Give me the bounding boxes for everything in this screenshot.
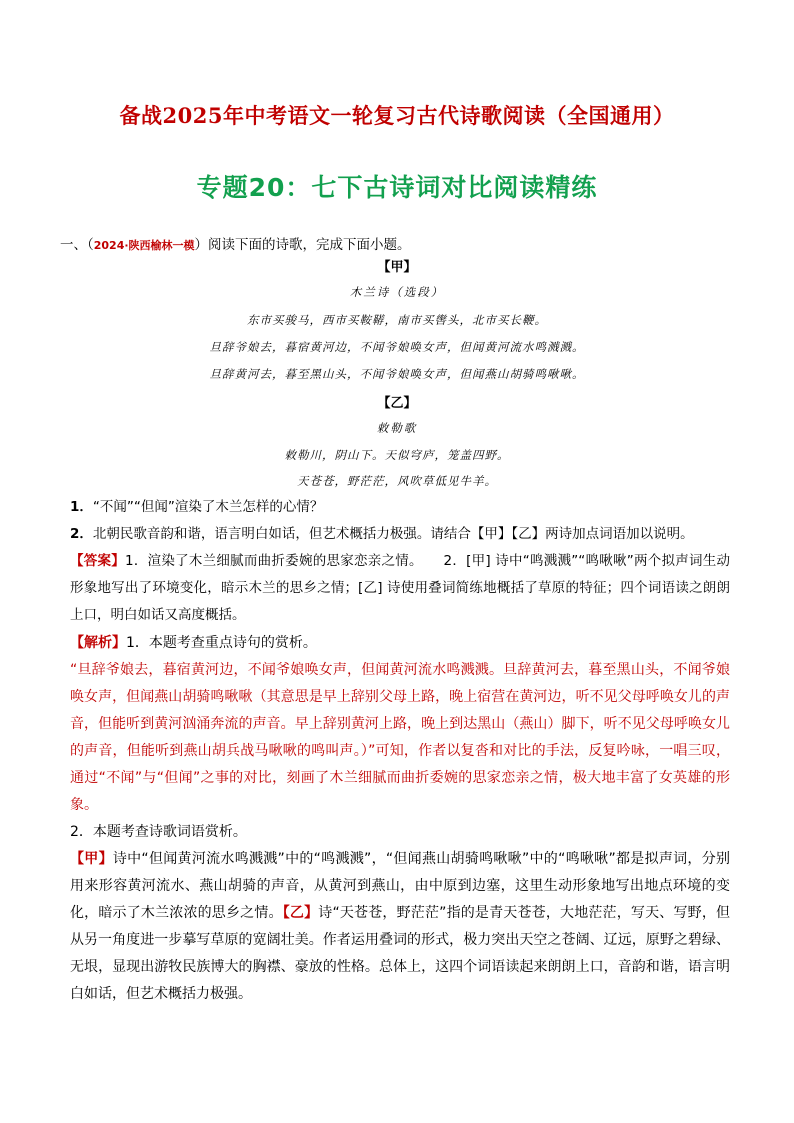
question-1-number: 1． bbox=[70, 499, 93, 515]
answer-text: 1．渲染了木兰细腻而曲折委婉的思家恋亲之情。 2．[甲] 诗中“鸣溅溅”“鸣啾啾”两个拟声词生动形象地写出了环境变化，暗示木兰的思乡之情；[乙] 诗使用叠词简练地概括了草原的特征；四个词语读之朗朗上口，明白如话又高度概括。 bbox=[70, 553, 731, 623]
question-suffix: ）阅读下面的诗歌，完成下面小题。 bbox=[194, 237, 411, 253]
poem-jia-label: 【甲】 bbox=[377, 260, 417, 275]
poem-jia-line: 旦辞黄河去，暮至黑山头，不闻爷娘唤女声，但闻燕山胡骑鸣啾啾。 bbox=[209, 367, 585, 381]
analysis-p2-head: 2．本题考查诗歌词语赏析。 bbox=[70, 824, 247, 840]
question-1-text: “不闻”“但闻”渲染了木兰怎样的心情？ bbox=[92, 499, 324, 515]
analysis-p2-body bbox=[70, 846, 730, 1008]
question-prefix: 一、（ bbox=[60, 237, 94, 253]
question-2-text: 北朝民歌音韵和谐，语言明白如话，但艺术概括力极强。请结合【甲】【乙】两诗加点词语加以说明。 bbox=[92, 526, 694, 542]
sub-title: 专题20：七下古诗词对比阅读精练 bbox=[196, 173, 598, 202]
analysis-p1-body: “旦辞爷娘去，暮宿黄河边，不闻爷娘唤女声，但闻黄河流水鸣溅溅。旦辞黄河去，暮至黑山头，不闻爷娘唤女声，但闻燕山胡骑鸣啾啾（其意思是早上辞别父母上路，晚上宿营在黄河边，听不见父母呼唤女儿的声音，但能听到黄河汹涌奔流的声音。早上辞别黄河上路，晚上到达黑山（燕山）脚下，听不见父母呼唤女儿的声音，但能听到燕山胡兵战马啾啾的鸣叫声。）”可知，作者以复沓和对比的手法，反复吟咏，一唱三叹，通过“不闻”与“但闻”之事的对比，刻画了木兰细腻而曲折委婉的思家恋亲之情，极大地丰富了女英雄的形象。 bbox=[70, 662, 730, 813]
analysis-head-1 bbox=[70, 630, 730, 657]
analysis-p2-tag1: 【甲】 bbox=[70, 851, 113, 867]
answer-block bbox=[70, 548, 730, 629]
analysis-p2-tag2: 【乙】 bbox=[282, 905, 319, 921]
main-title: 备战2025年中考语文一轮复习古代诗歌阅读（全国通用） bbox=[119, 103, 675, 128]
analysis-block bbox=[70, 630, 730, 1008]
poem-jia-line: 旦辞爷娘去，暮宿黄河边，不闻爷娘唤女声，但闻黄河流水鸣溅溅。 bbox=[209, 340, 585, 354]
poem-jia-title: 木兰诗（选段） bbox=[349, 285, 445, 299]
poem-jia-line: 东市买骏马，西市买鞍鞯，南市买辔头，北市买长鞭。 bbox=[247, 313, 547, 327]
analysis-p2-part1: 诗中“但闻黄河流水鸣溅溅”中的“鸣溅溅”，“但闻燕山胡骑鸣啾啾”中的“鸣啾啾”都是拟声词，分别用来形容黄河流水、燕山胡骑的声音，从黄河到燕山，由中原到边塞，这里生动形象地写出地点环境的变化，暗示了木兰浓浓的思乡之情。 bbox=[70, 851, 730, 921]
analysis-p1-head: 1．本题考查重点诗句的赏析。 bbox=[126, 635, 317, 651]
question-2 bbox=[70, 521, 730, 548]
question-source: 2024·陕西榆林一模 bbox=[93, 239, 195, 252]
analysis-p2-part2: 诗“天苍苍，野茫茫”指的是青天苍苍，大地茫茫，写天、写野，但从另一角度进一步摹写草原的宽阔壮美。作者运用叠词的形式，极力突出天空之苍阔、辽远，原野之碧绿、无垠，显现出游牧民族博大的胸襟、豪放的性格。总体上，这四个词语读起来朗朗上口，音韵和谐，语言明白如话，但艺术概括力极强。 bbox=[70, 905, 731, 1002]
poem-yi-line: 敕勒川，阴山下。天似穹庐，笼盖四野。 bbox=[284, 448, 510, 462]
question-1 bbox=[70, 494, 730, 521]
poem-yi-line: 天苍苍，野茫茫，风吹草低见牛羊。 bbox=[297, 474, 497, 488]
poem-yi-label: 【乙】 bbox=[377, 396, 417, 411]
analysis-tag: 【解析】 bbox=[70, 635, 126, 651]
question-intro bbox=[60, 233, 411, 253]
answer-tag: 【答案】 bbox=[70, 553, 126, 569]
poem-yi-title: 敕勒歌 bbox=[376, 421, 418, 435]
question-2-number: 2． bbox=[70, 526, 93, 542]
